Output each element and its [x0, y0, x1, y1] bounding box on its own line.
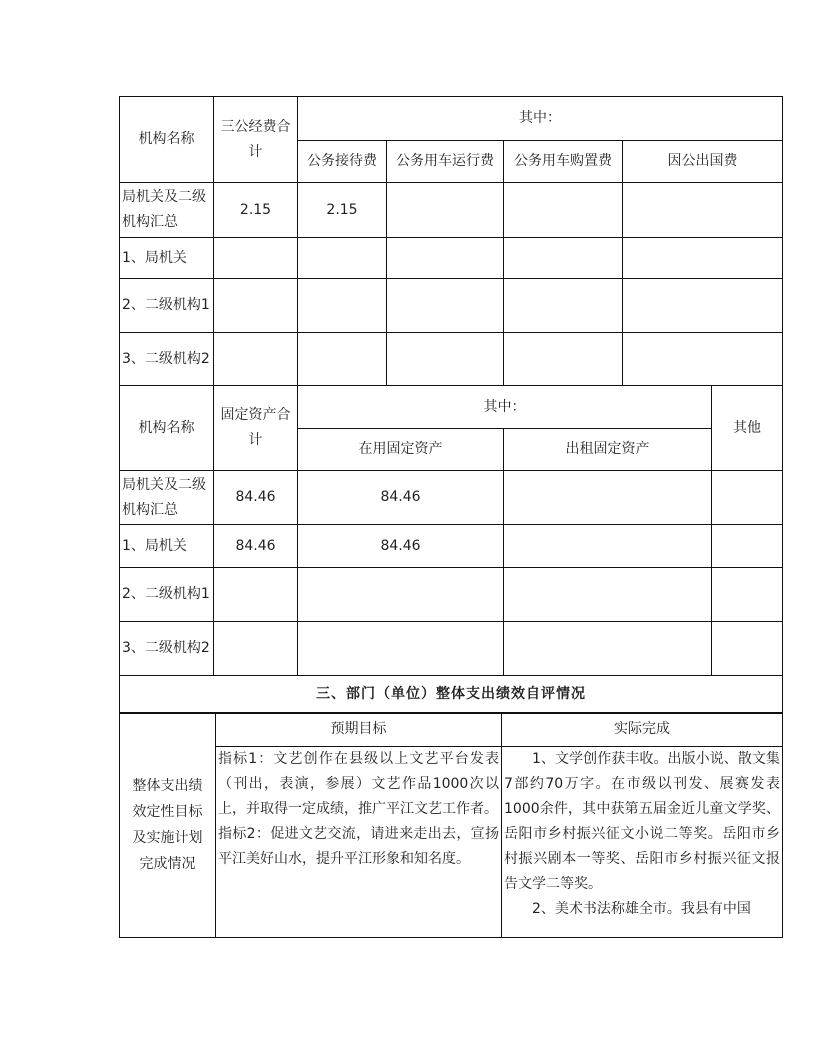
row-in-use: 84.46 — [298, 471, 504, 525]
row-total: 84.46 — [214, 471, 298, 525]
actual-completion-item: 1、文学创作获丰收。出版小说、散文集7部约70万字。在市级以刊发、展赛发表1000余件，其中获第五届金近儿童文学奖、岳阳市乡村振兴征文小说二等奖。岳阳市乡村振兴剧本一等奖、岳阳市乡村振兴征文报告文学二等奖。 — [504, 751, 780, 892]
row-name: 3、二级机构2 — [120, 333, 214, 386]
table-row — [120, 471, 783, 525]
row-value — [298, 238, 387, 279]
row-name: 3、二级机构2 — [120, 622, 214, 676]
performance-row-label: 整体支出绩效定性目标及实施计划完成情况 — [120, 713, 216, 938]
row-name: 2、二级机构1 — [120, 568, 214, 622]
col-reception-header: 公务接待费 — [298, 141, 387, 183]
actual-completion-header: 实际完成 — [502, 713, 783, 747]
row-name: 2、二级机构1 — [120, 279, 214, 333]
row-rented — [504, 622, 712, 676]
row-in-use — [298, 622, 504, 676]
org-name-header: 机构名称 — [120, 386, 214, 471]
table-row — [120, 183, 783, 238]
row-in-use — [298, 568, 504, 622]
row-total — [214, 568, 298, 622]
col-overseas-header: 因公出国费 — [623, 141, 783, 183]
row-total — [214, 333, 298, 386]
row-other — [712, 568, 783, 622]
col-vehicle-operation-header: 公务用车运行费 — [387, 141, 504, 183]
row-total — [214, 279, 298, 333]
row-value — [387, 238, 504, 279]
row-name: 1、局机关 — [120, 238, 214, 279]
row-total: 84.46 — [214, 525, 298, 568]
row-value — [298, 279, 387, 333]
row-total — [214, 622, 298, 676]
expected-goal-header: 预期目标 — [216, 713, 502, 747]
assets-total-header: 固定资产合计 — [214, 386, 298, 471]
table-row — [120, 238, 783, 279]
row-value — [623, 279, 783, 333]
table-row — [120, 279, 783, 333]
row-value — [623, 183, 783, 238]
expected-goal-cell — [216, 747, 502, 938]
col-in-use-header: 在用固定资产 — [298, 429, 504, 471]
row-value — [504, 279, 623, 333]
row-value — [504, 183, 623, 238]
row-total: 2.15 — [214, 183, 298, 238]
row-other — [712, 525, 783, 568]
table-row — [120, 568, 783, 622]
row-rented — [504, 471, 712, 525]
table-row — [120, 525, 783, 568]
row-other — [712, 471, 783, 525]
table-row — [120, 333, 783, 386]
row-value — [623, 333, 783, 386]
among-header: 其中： — [298, 97, 783, 141]
sangong-total-header: 三公经费合计 — [214, 97, 298, 183]
fixed-assets-table — [119, 385, 783, 676]
org-name-header: 机构名称 — [120, 97, 214, 183]
row-value — [387, 333, 504, 386]
row-other — [712, 622, 783, 676]
row-rented — [504, 568, 712, 622]
row-value — [504, 238, 623, 279]
row-name: 局机关及二级机构汇总 — [120, 183, 214, 238]
row-value: 2.15 — [298, 183, 387, 238]
row-value — [504, 333, 623, 386]
row-value — [298, 333, 387, 386]
expected-goal-item: 指标2：促进文艺交流，请进来走出去，宣扬平江美好山水，提升平江形象和知名度。 — [218, 826, 499, 867]
row-in-use: 84.46 — [298, 525, 504, 568]
row-value — [387, 183, 504, 238]
section-title-table — [119, 675, 783, 714]
sangong-expense-table — [119, 96, 783, 386]
expected-goal-item: 指标1：文艺创作在县级以上文艺平台发表（刊出，表演，参展）文艺作品1000次以上，并取得一定成绩，推广平江文艺工作者。 — [218, 751, 499, 817]
performance-table — [119, 712, 783, 938]
table-row — [120, 622, 783, 676]
section-title: 三、部门（单位）整体支出绩效自评情况 — [120, 676, 783, 714]
row-name: 1、局机关 — [120, 525, 214, 568]
other-header: 其他 — [712, 386, 783, 471]
row-total — [214, 238, 298, 279]
actual-completion-cell — [502, 747, 783, 938]
row-name: 局机关及二级机构汇总 — [120, 471, 214, 525]
row-value — [623, 238, 783, 279]
among-header: 其中： — [298, 386, 712, 429]
row-value — [387, 279, 504, 333]
actual-completion-item: 2、美术书法称雄全市。我县有中国 — [532, 901, 751, 917]
col-rented-header: 出租固定资产 — [504, 429, 712, 471]
row-rented — [504, 525, 712, 568]
col-vehicle-purchase-header: 公务用车购置费 — [504, 141, 623, 183]
